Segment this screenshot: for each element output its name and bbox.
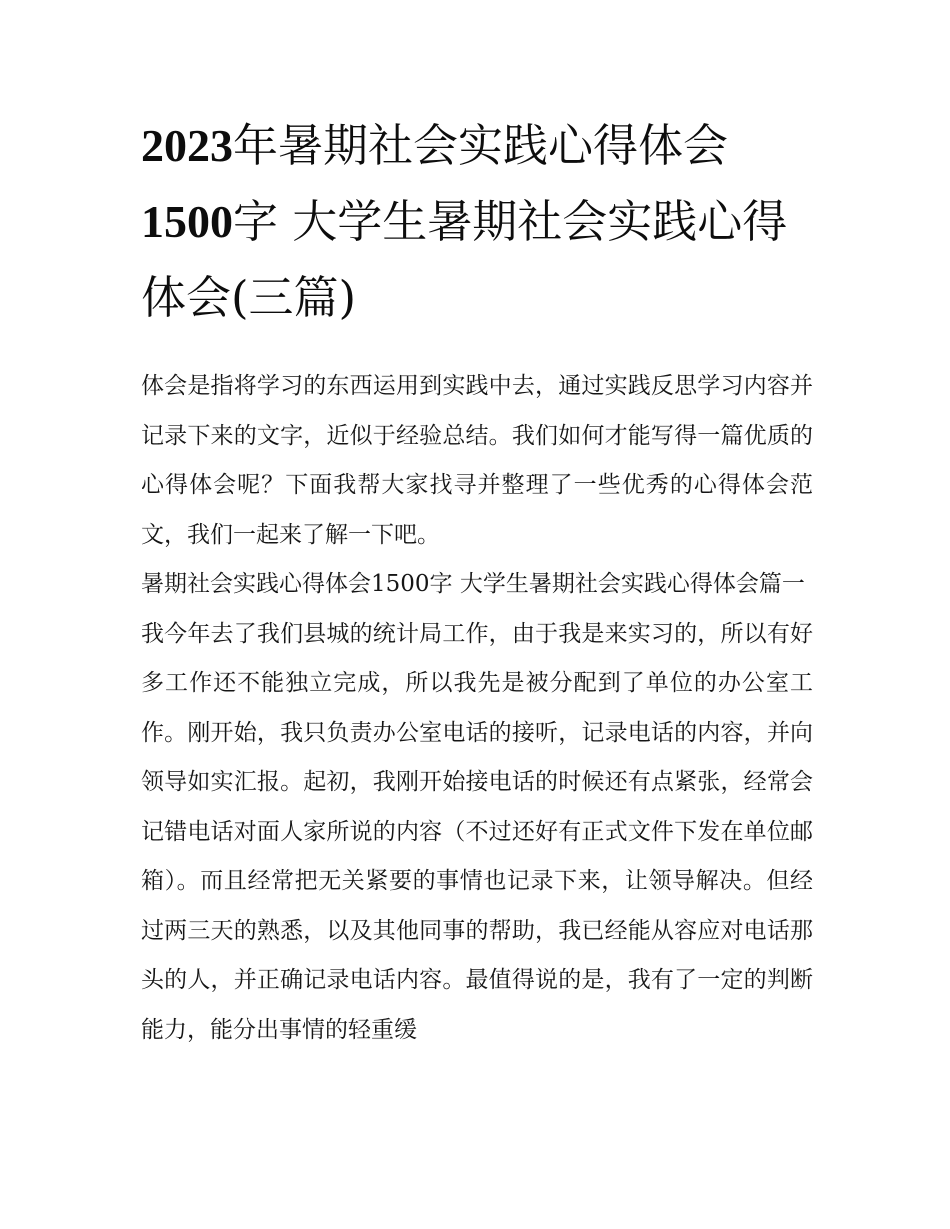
intro-paragraph: 体会是指将学习的东西运用到实践中去，通过实践反思学习内容并记录下来的文字，近似于经验总结。我们如何才能写得一篇优质的心得体会呢？下面我帮大家找寻并整理了一些优秀的心得体会范文，我们一起来了解一下吧。	[141, 373, 813, 548]
document-page	[141, 108, 813, 1055]
document-title	[141, 108, 813, 336]
title-year: 2023	[141, 120, 233, 171]
title-text-part1: 年暑期社会实践心得体会	[233, 119, 729, 172]
title-word-count: 1500	[141, 196, 233, 247]
section-heading-1: 暑期社会实践心得体会1500字 大学生暑期社会实践心得体会篇一	[141, 571, 805, 597]
section-1-paragraph: 我今年去了我们县城的统计局工作，由于我是来实习的，所以有好多工作还不能独立完成，所以我先是被分配到了单位的办公室工作。刚开始，我只负责办公室电话的接听，记录电话的内容，并向领导如实汇报。起初，我刚开始接电话的时候还有点紧张，经常会记错电话对面人家所说的内容（不过还好有正式文件下发在单位邮箱）。而且经常把无关紧要的事情也记录下来，让领导解决。但经过两三天的熟悉，以及其他同事的帮助，我已经能从容应对电话那头的人，并正确记录电话内容。最值得说的是，我有了一定的判断能力，能分出事情的轻重缓	[141, 620, 813, 1043]
title-text-part2: 字 大学生暑期社会实践心得体会(三篇)	[141, 195, 788, 324]
